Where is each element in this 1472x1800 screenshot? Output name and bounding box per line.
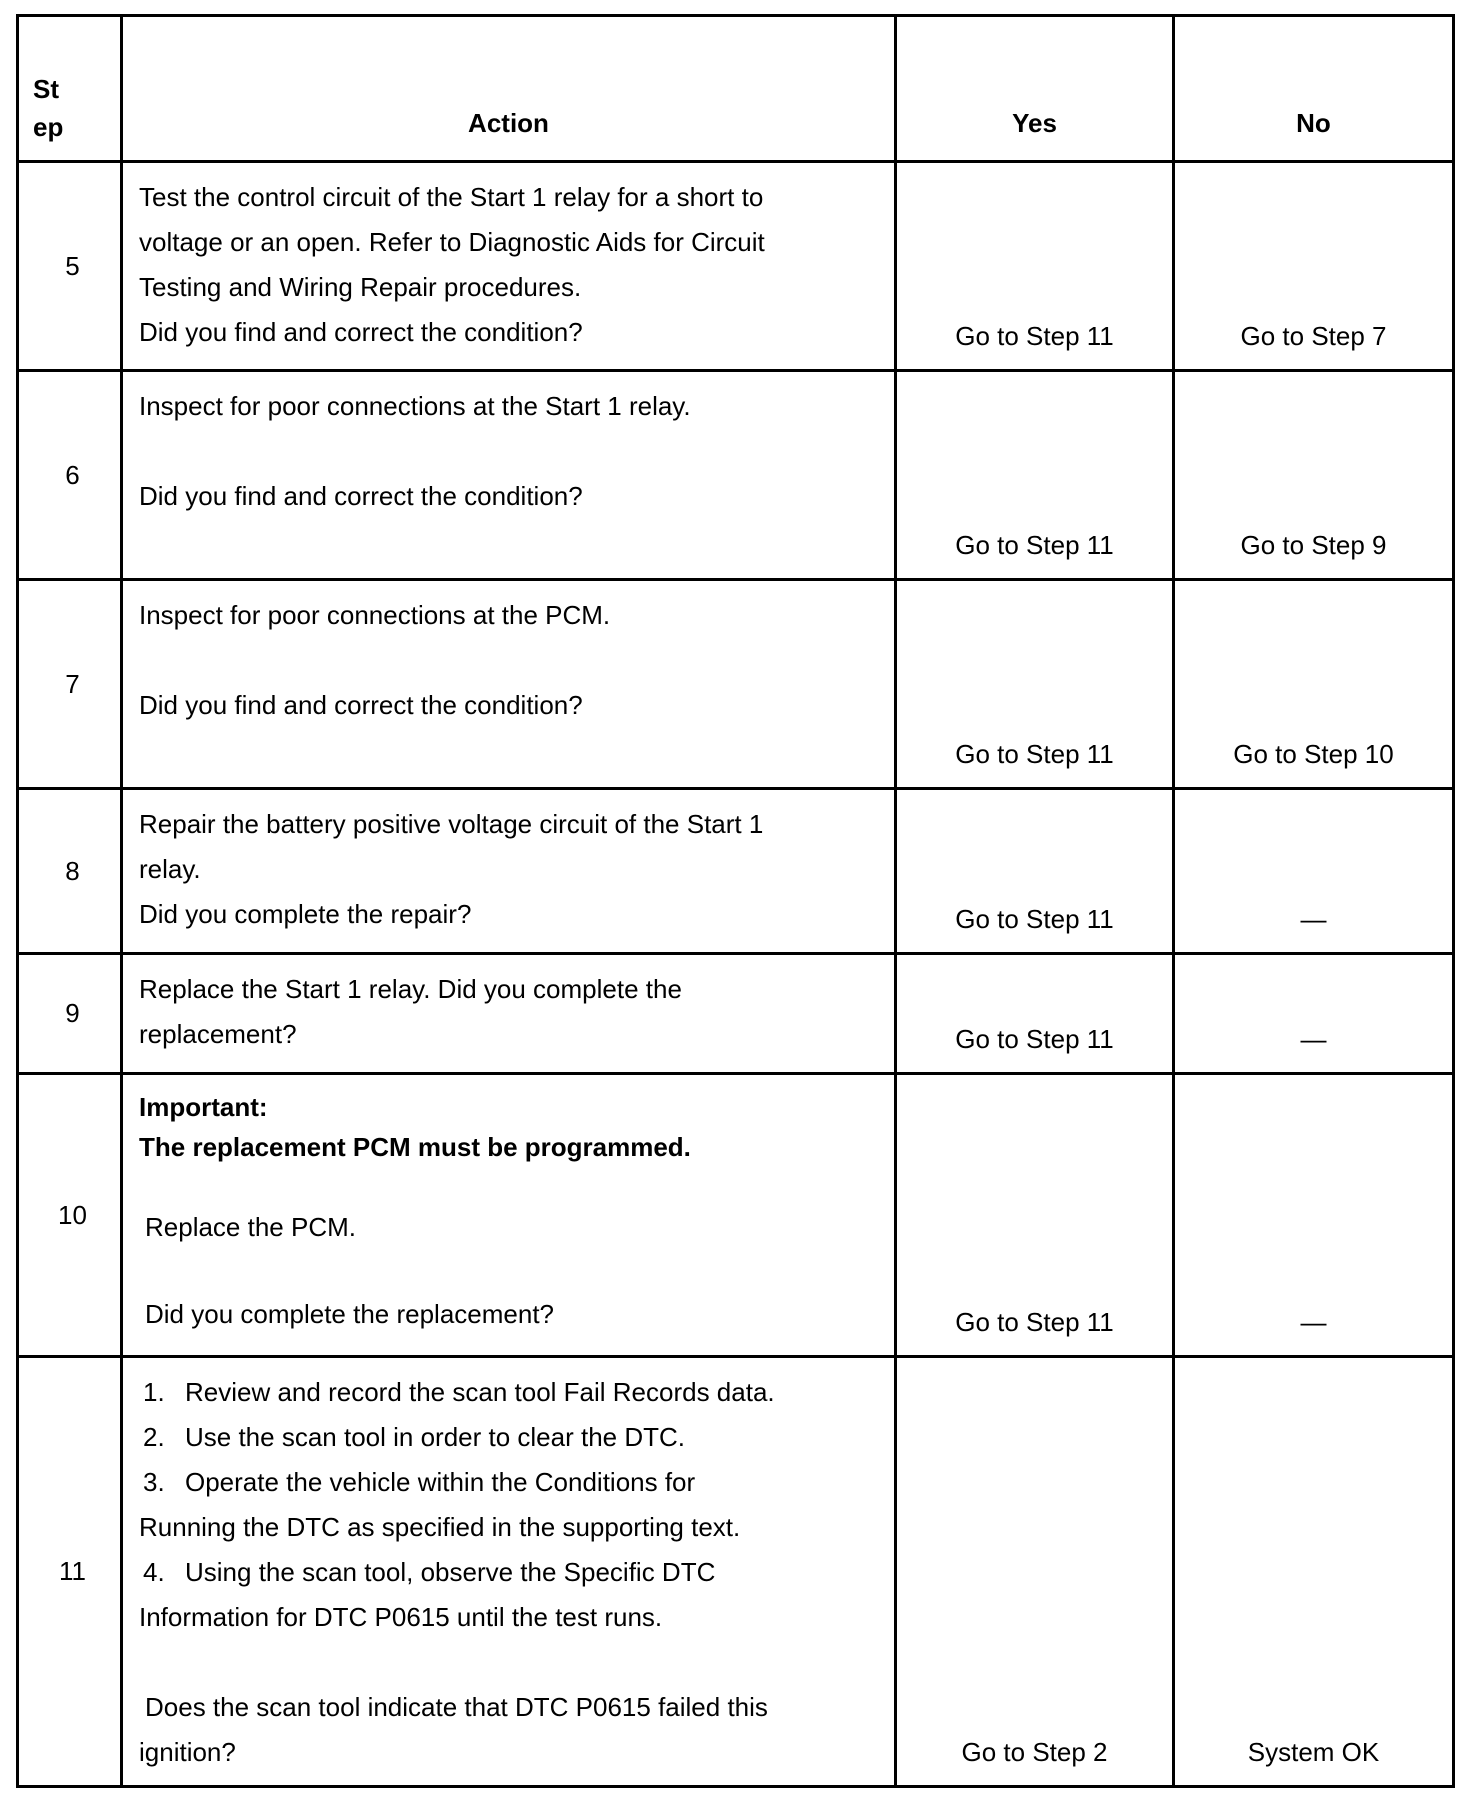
list-text: Use the scan tool in order to clear the DTC. bbox=[185, 1422, 686, 1452]
no-cell: — bbox=[1174, 789, 1454, 954]
action-question: ignition? bbox=[139, 1737, 236, 1767]
yes-cell: Go to Step 11 bbox=[896, 1074, 1174, 1357]
list-number: 3. bbox=[143, 1467, 165, 1497]
list-number: 1. bbox=[143, 1377, 165, 1407]
step-number: 11 bbox=[18, 1357, 122, 1787]
blank-line bbox=[139, 638, 878, 683]
list-item bbox=[139, 1370, 878, 1415]
action-question: Did you find and correct the condition? bbox=[139, 690, 583, 720]
diagnostic-steps-table bbox=[16, 14, 1455, 1788]
action-question: Did you complete the replacement? bbox=[145, 1299, 555, 1329]
list-continuation: Running the DTC as specified in the supporting text. bbox=[139, 1512, 741, 1542]
action-cell bbox=[122, 1357, 896, 1787]
table-row-step-5 bbox=[18, 162, 1454, 371]
action-question: Does the scan tool indicate that DTC P0615 failed this bbox=[145, 1692, 768, 1722]
blank-line bbox=[139, 1167, 878, 1205]
step-number: 6 bbox=[18, 371, 122, 580]
header-yes: Yes bbox=[896, 16, 1174, 162]
action-cell bbox=[122, 1074, 896, 1357]
action-line: voltage or an open. Refer to Diagnostic Aids for Circuit bbox=[139, 227, 765, 257]
yes-cell: Go to Step 11 bbox=[896, 371, 1174, 580]
list-text: Using the scan tool, observe the Specific DTC bbox=[185, 1557, 716, 1587]
list-number: 4. bbox=[143, 1557, 165, 1587]
step-number: 5 bbox=[18, 162, 122, 371]
list-item bbox=[139, 1460, 878, 1505]
table-row-step-10 bbox=[18, 1074, 1454, 1357]
list-text: Operate the vehicle within the Conditions for bbox=[185, 1467, 696, 1497]
table-row-step-8 bbox=[18, 789, 1454, 954]
table-header-row bbox=[18, 16, 1454, 162]
step-number: 10 bbox=[18, 1074, 122, 1357]
header-step bbox=[18, 16, 122, 162]
yes-cell: Go to Step 11 bbox=[896, 580, 1174, 789]
diagnostic-table-document bbox=[16, 14, 1452, 1786]
no-cell: Go to Step 10 bbox=[1174, 580, 1454, 789]
action-line: replacement? bbox=[139, 1019, 297, 1049]
important-label: Important: bbox=[139, 1092, 268, 1122]
action-cell bbox=[122, 162, 896, 371]
blank-line bbox=[139, 1640, 878, 1685]
action-line: Replace the PCM. bbox=[145, 1212, 356, 1242]
header-action: Action bbox=[122, 16, 896, 162]
list-number: 2. bbox=[143, 1422, 165, 1452]
table-row-step-7 bbox=[18, 580, 1454, 789]
action-line: Test the control circuit of the Start 1 relay for a short to bbox=[139, 182, 764, 212]
action-question: Did you complete the repair? bbox=[139, 899, 472, 929]
no-cell: System OK bbox=[1174, 1357, 1454, 1787]
blank-line bbox=[139, 429, 878, 474]
no-cell: Go to Step 7 bbox=[1174, 162, 1454, 371]
step-number: 8 bbox=[18, 789, 122, 954]
action-line: Repair the battery positive voltage circuit of the Start 1 bbox=[139, 809, 764, 839]
header-step-line-1: St bbox=[33, 74, 59, 104]
list-text: Review and record the scan tool Fail Records data. bbox=[185, 1377, 775, 1407]
list-item bbox=[139, 1550, 878, 1595]
action-line: Replace the Start 1 relay. Did you complete the bbox=[139, 974, 682, 1004]
table-row-step-9 bbox=[18, 954, 1454, 1074]
table-row-step-11 bbox=[18, 1357, 1454, 1787]
yes-cell: Go to Step 2 bbox=[896, 1357, 1174, 1787]
important-text: The replacement PCM must be programmed. bbox=[139, 1132, 691, 1162]
blank-line bbox=[139, 1250, 878, 1292]
no-cell: — bbox=[1174, 954, 1454, 1074]
yes-cell: Go to Step 11 bbox=[896, 954, 1174, 1074]
action-line: Inspect for poor connections at the Start 1 relay. bbox=[139, 391, 691, 421]
header-step-line-2: ep bbox=[33, 112, 64, 142]
action-question: Did you find and correct the condition? bbox=[139, 481, 583, 511]
list-continuation: Information for DTC P0615 until the test runs. bbox=[139, 1602, 663, 1632]
action-line: relay. bbox=[139, 854, 201, 884]
action-line: Inspect for poor connections at the PCM. bbox=[139, 600, 611, 630]
no-cell: — bbox=[1174, 1074, 1454, 1357]
action-question: Did you find and correct the condition? bbox=[139, 317, 583, 347]
yes-cell: Go to Step 11 bbox=[896, 789, 1174, 954]
table-row-step-6 bbox=[18, 371, 1454, 580]
action-cell bbox=[122, 954, 896, 1074]
step-number: 7 bbox=[18, 580, 122, 789]
list-item bbox=[139, 1415, 878, 1460]
step-number: 9 bbox=[18, 954, 122, 1074]
action-cell bbox=[122, 789, 896, 954]
action-line: Testing and Wiring Repair procedures. bbox=[139, 272, 582, 302]
no-cell: Go to Step 9 bbox=[1174, 371, 1454, 580]
yes-cell: Go to Step 11 bbox=[896, 162, 1174, 371]
action-cell bbox=[122, 371, 896, 580]
action-cell bbox=[122, 580, 896, 789]
header-no: No bbox=[1174, 16, 1454, 162]
